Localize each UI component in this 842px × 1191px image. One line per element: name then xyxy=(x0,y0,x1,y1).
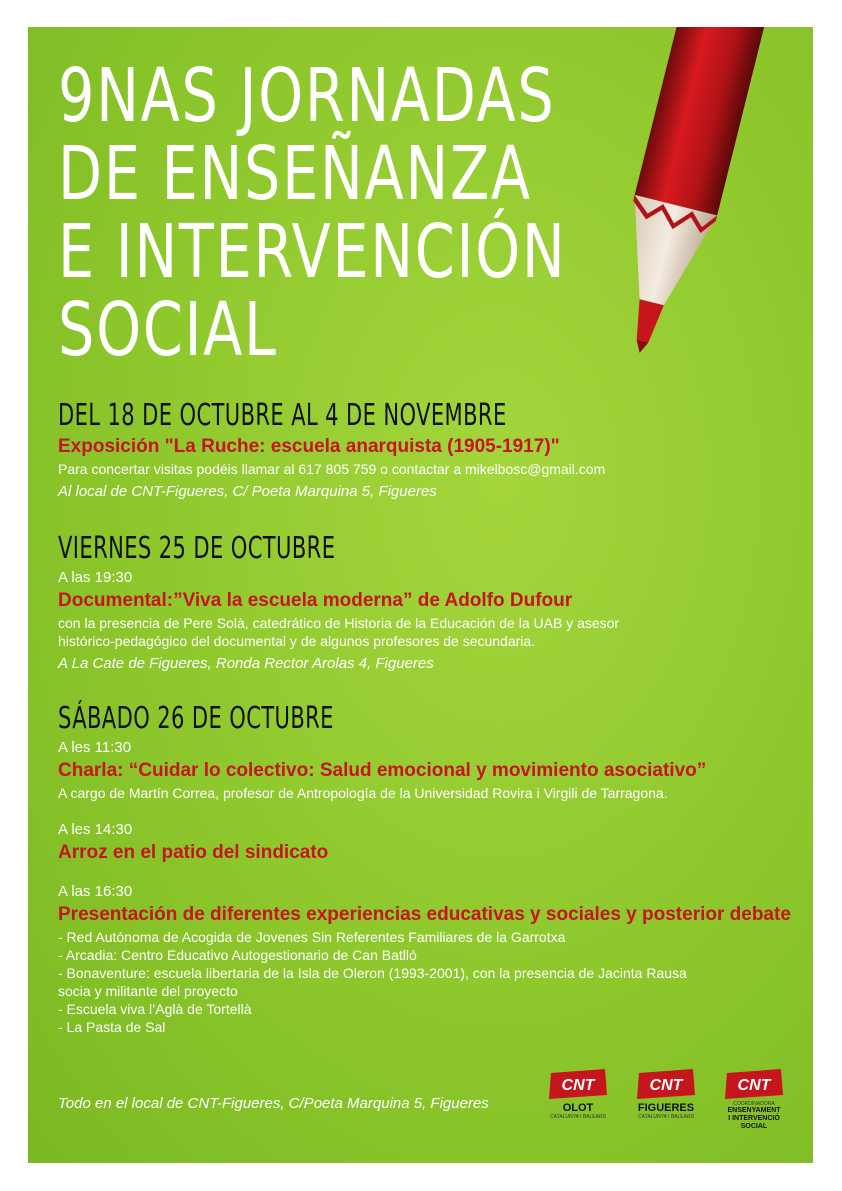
logo-cnt-figueres xyxy=(626,1067,706,1120)
event-time: A les 14:30 xyxy=(58,821,133,838)
title-line-1: 9NAS JORNADAS xyxy=(58,53,556,139)
list-item: - La Pasta de Sal xyxy=(58,1019,166,1035)
list-item: socia y militante del proyecto xyxy=(58,983,238,999)
event-time: A las 19:30 xyxy=(58,569,133,586)
section-exhibition xyxy=(58,399,798,501)
logo-cnt-ensenyament xyxy=(714,1067,794,1131)
event-location: A La Cate de Figueres, Ronda Rector Arolas 4, Figueres xyxy=(58,655,434,672)
experience-list xyxy=(58,928,798,1036)
event-title: Charla: “Cuidar lo colectivo: Salud emocional y movimiento asociativo” xyxy=(58,760,707,781)
poster xyxy=(28,27,813,1163)
logo-name: FIGUERES xyxy=(637,1102,695,1114)
svg-text:CNT: CNT xyxy=(561,1077,595,1094)
event-time: A les 11:30 xyxy=(58,739,132,756)
event-description: A cargo de Martín Correa, profesor de Antropología de la Universidad Rovira i Virgili de Tarragona. xyxy=(58,785,668,801)
cnt-badge-icon xyxy=(547,1067,609,1101)
logo-name-line-2: I INTERVENCIÓ xyxy=(728,1115,780,1122)
event-description: Para concertar visitas podéis llamar al 617 805 759 o contactar a mikelbosc@gmail.com xyxy=(58,461,606,477)
poster-title xyxy=(58,53,567,373)
list-item: - Arcadia: Centro Educativo Autogestionario de Can Batlló xyxy=(58,947,417,963)
date-heading: DEL 18 DE OCTUBRE AL 4 DE NOVEMBRE xyxy=(58,398,507,433)
date-heading: SÁBADO 26 DE OCTUBRE xyxy=(58,701,334,736)
section-friday xyxy=(58,532,798,673)
title-line-3: E INTERVENCIÓN xyxy=(58,209,567,295)
date-heading: VIERNES 25 DE OCTUBRE xyxy=(58,531,336,566)
logo-cnt-olot xyxy=(538,1067,618,1120)
logo-subtitle: CATALUNYA I BALEARS xyxy=(550,1114,606,1120)
list-item: - Red Autónoma de Acogida de Jovenes Sin Referentes Familiares de la Garrotxa xyxy=(58,929,566,945)
list-item: - Bonaventure: escuela libertaria de la Isla de Oleron (1993-2001), con la presencia de Jacinta Rausa xyxy=(58,965,687,981)
logo-name-line-3: SOCIAL xyxy=(740,1123,768,1130)
logo-name: OLOT xyxy=(562,1102,594,1114)
cnt-badge-icon xyxy=(635,1067,697,1101)
event-title: Presentación de diferentes experiencias educativas y sociales y posterior debate xyxy=(58,904,791,925)
svg-text:CNT: CNT xyxy=(737,1077,771,1094)
section-saturday xyxy=(58,702,798,1036)
logos-row xyxy=(538,1067,808,1157)
event-location: Al local de CNT-Figueres, C/ Poeta Marquina 5, Figueres xyxy=(58,483,437,500)
event-title: Arroz en el patio del sindicato xyxy=(58,842,329,863)
logo-subtitle: CATALUNYA I BALEARS xyxy=(638,1114,694,1120)
pencil-illustration xyxy=(588,27,788,367)
footer-location: Todo en el local de CNT-Figueres, C/Poeta Marquina 5, Figueres xyxy=(58,1095,489,1112)
logo-name-line-1: ENSENYAMENT xyxy=(727,1107,781,1114)
event-title: Documental:”Viva la escuela moderna” de Adolfo Dufour xyxy=(58,590,573,611)
title-line-4: SOCIAL xyxy=(58,287,278,373)
event-time: A las 16:30 xyxy=(58,883,133,900)
cnt-badge-icon xyxy=(723,1067,785,1101)
event-description-line-2: histórico-pedagógico del documental y de algunos profesores de secundaria. xyxy=(58,633,536,649)
list-item: - Escuela viva l’Aglà de Tortellà xyxy=(58,1001,252,1017)
logo-subtitle: COORDINADORA xyxy=(733,1101,775,1107)
svg-text:CNT: CNT xyxy=(649,1077,683,1094)
event-title: Exposición "La Ruche: escuela anarquista (1905-1917)" xyxy=(58,436,560,457)
title-line-2: DE ENSEÑANZA xyxy=(58,131,532,217)
event-description-line-1: con la presencia de Pere Solà, catedrático de Historia de la Educación de la UAB y asesor xyxy=(58,615,620,631)
